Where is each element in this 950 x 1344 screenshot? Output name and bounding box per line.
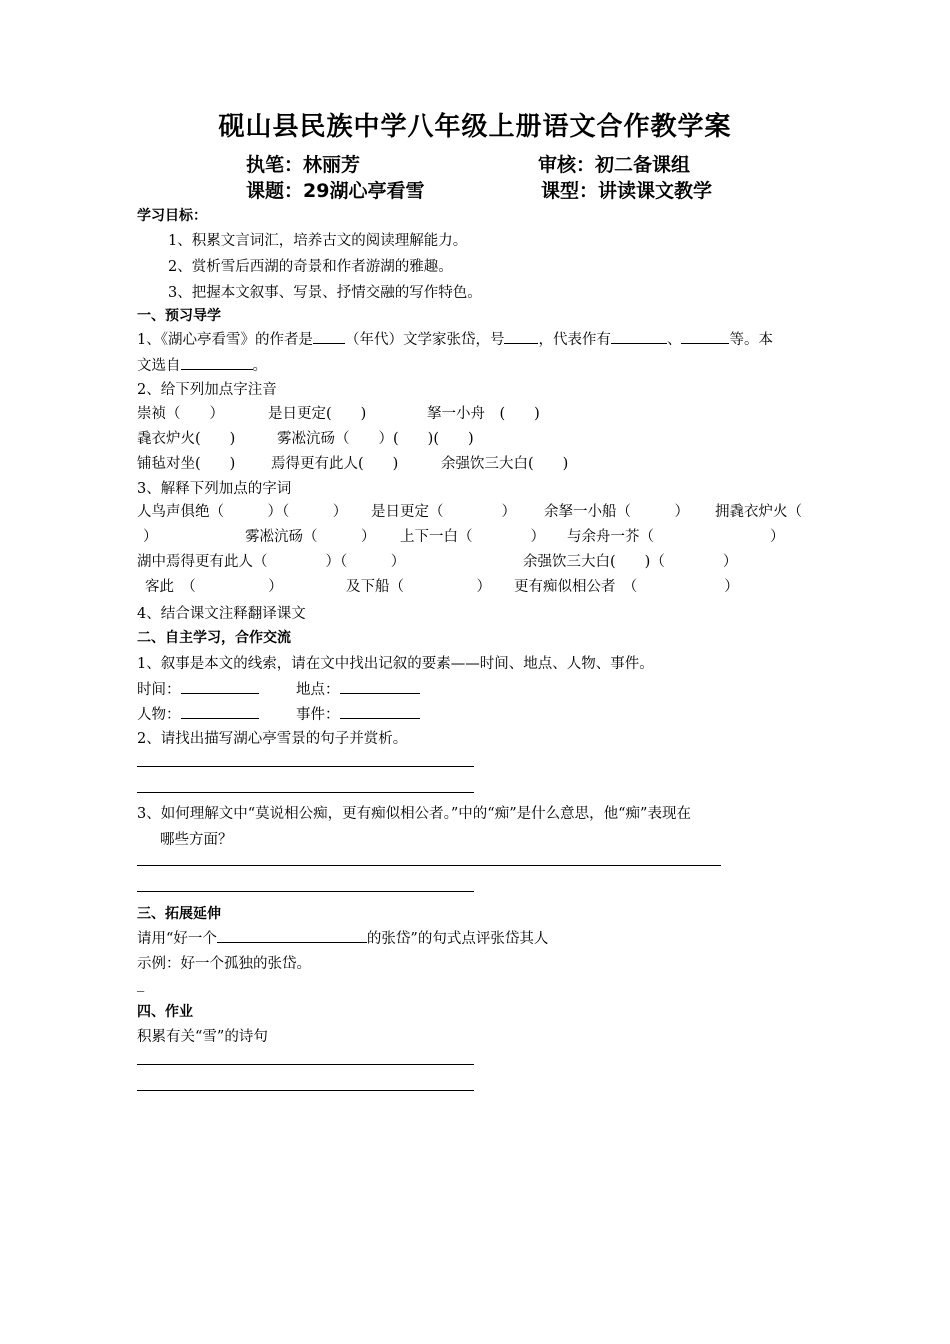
question-1-1-cont	[137, 354, 267, 375]
objectives-heading: 学习目标：	[137, 208, 207, 224]
page-title: 砚山县民族中学八年级上册语文合作教学案	[218, 112, 732, 142]
explain-item: 拥毳衣炉火（	[715, 504, 802, 520]
event-label: 事件：	[296, 707, 340, 723]
explain-item: 客此 （ ）	[145, 579, 283, 595]
explain-item: 雾凇沆砀（ ）	[245, 529, 376, 545]
section-2-heading: 二、自主学习，合作交流	[137, 630, 291, 646]
author-label: 执笔：林丽芳	[246, 154, 361, 176]
pinyin-item: 铺毡对坐( )	[137, 456, 236, 472]
answer-line[interactable]	[137, 1064, 474, 1065]
pinyin-item: 拏一小舟 ( )	[427, 406, 540, 422]
answer-blank[interactable]	[681, 329, 729, 344]
question-1-3: 3、解释下列加点的字词	[137, 481, 292, 497]
question-text: ，代表作有	[538, 332, 611, 348]
person-label: 人物：	[137, 707, 181, 723]
question-2-1: 1、叙事是本文的线索，请在文中找出记叙的要素——时间、地点、人物、事件。	[137, 656, 654, 672]
lesson-type-label: 课型：讲读课文教学	[541, 180, 713, 202]
place-blank[interactable]	[340, 679, 420, 694]
event-blank[interactable]	[340, 704, 420, 719]
prompt-text: 请用“好一个	[137, 931, 217, 947]
answer-line[interactable]	[137, 865, 721, 866]
question-text: 等。本	[729, 332, 773, 348]
section-1-heading: 一、预习导学	[137, 308, 221, 324]
question-1-2: 2、给下列加点字注音	[137, 382, 277, 398]
explain-item: 上下一白（ ）	[400, 529, 545, 545]
homework-task: 积累有关“雪”的诗句	[137, 1029, 268, 1045]
pinyin-item: 崇祯（ ）	[137, 406, 224, 422]
question-2-3: 3、如何理解文中“莫说相公痴，更有痴似相公者。”中的“痴”是什么意思，他“痴”表现在	[137, 806, 691, 822]
objective-item: 1、积累文言词汇，培养古文的阅读理解能力。	[168, 233, 468, 249]
person-field	[137, 703, 259, 724]
reviewer-label: 审核：初二备课组	[538, 154, 691, 176]
stray-mark: _	[137, 976, 145, 992]
topic-label: 课题：29湖心亭看雪	[246, 180, 425, 202]
place-label: 地点：	[296, 682, 340, 698]
answer-line[interactable]	[137, 792, 474, 793]
pinyin-item: 焉得更有此人( )	[271, 456, 399, 472]
person-blank[interactable]	[181, 704, 259, 719]
question-text: 。	[252, 358, 267, 374]
prompt-text: 的张岱”的句式点评张岱其人	[366, 931, 549, 947]
objective-item: 2、赏析雪后西湖的奇景和作者游湖的雅趣。	[168, 259, 453, 275]
answer-blank[interactable]	[611, 329, 667, 344]
section-3-heading: 三、拓展延伸	[137, 906, 221, 922]
question-1-4: 4、结合课文注释翻译课文	[137, 606, 306, 622]
answer-line[interactable]	[137, 766, 474, 767]
explain-item: 与余舟一芥（ ）	[567, 529, 785, 545]
answer-blank[interactable]	[504, 329, 538, 344]
pinyin-item: 是日更定( )	[268, 406, 367, 422]
time-field	[137, 678, 259, 699]
question-text: 、	[666, 332, 682, 348]
question-2-3-cont: 哪些方面？	[160, 832, 233, 848]
explain-item: 余强饮三大白( )（ ）	[523, 554, 738, 570]
explain-item: 是日更定（ ）	[371, 504, 516, 520]
time-label: 时间：	[137, 682, 181, 698]
answer-line[interactable]	[137, 891, 474, 892]
pinyin-item: 雾凇沆砀（ ）( )( )	[277, 431, 474, 447]
extension-prompt	[137, 927, 548, 948]
event-field	[296, 703, 420, 724]
objective-item: 3、把握本文叙事、写景、抒情交融的写作特色。	[168, 285, 482, 301]
answer-blank[interactable]	[181, 355, 253, 370]
question-text: 1、《湖心亭看雪》的作者是	[137, 332, 313, 348]
answer-blank[interactable]	[313, 329, 345, 344]
question-text: （年代）文学家张岱，号	[344, 332, 505, 348]
pinyin-item: 毳衣炉火( )	[137, 431, 236, 447]
question-1-1	[137, 328, 773, 349]
section-4-heading: 四、作业	[137, 1004, 193, 1020]
question-text: 文选自	[137, 358, 181, 374]
explain-item: ）	[143, 529, 158, 545]
pinyin-item: 余强饮三大白( )	[441, 456, 569, 472]
extension-example: 示例：好一个孤独的张岱。	[137, 956, 311, 972]
explain-item: 余拏一小船（ ）	[544, 504, 689, 520]
explain-item: 及下船（ ）	[346, 579, 491, 595]
time-blank[interactable]	[181, 679, 259, 694]
place-field	[296, 678, 420, 699]
explain-item: 更有痴似相公者 （ ）	[514, 579, 739, 595]
question-2-2: 2、请找出描写湖心亭雪景的句子并赏析。	[137, 731, 408, 747]
explain-item: 人鸟声俱绝（ ）（ ）	[137, 504, 348, 520]
answer-line[interactable]	[137, 1090, 474, 1091]
explain-item: 湖中焉得更有此人（ ）（ ）	[137, 554, 406, 570]
answer-blank[interactable]	[217, 928, 367, 943]
